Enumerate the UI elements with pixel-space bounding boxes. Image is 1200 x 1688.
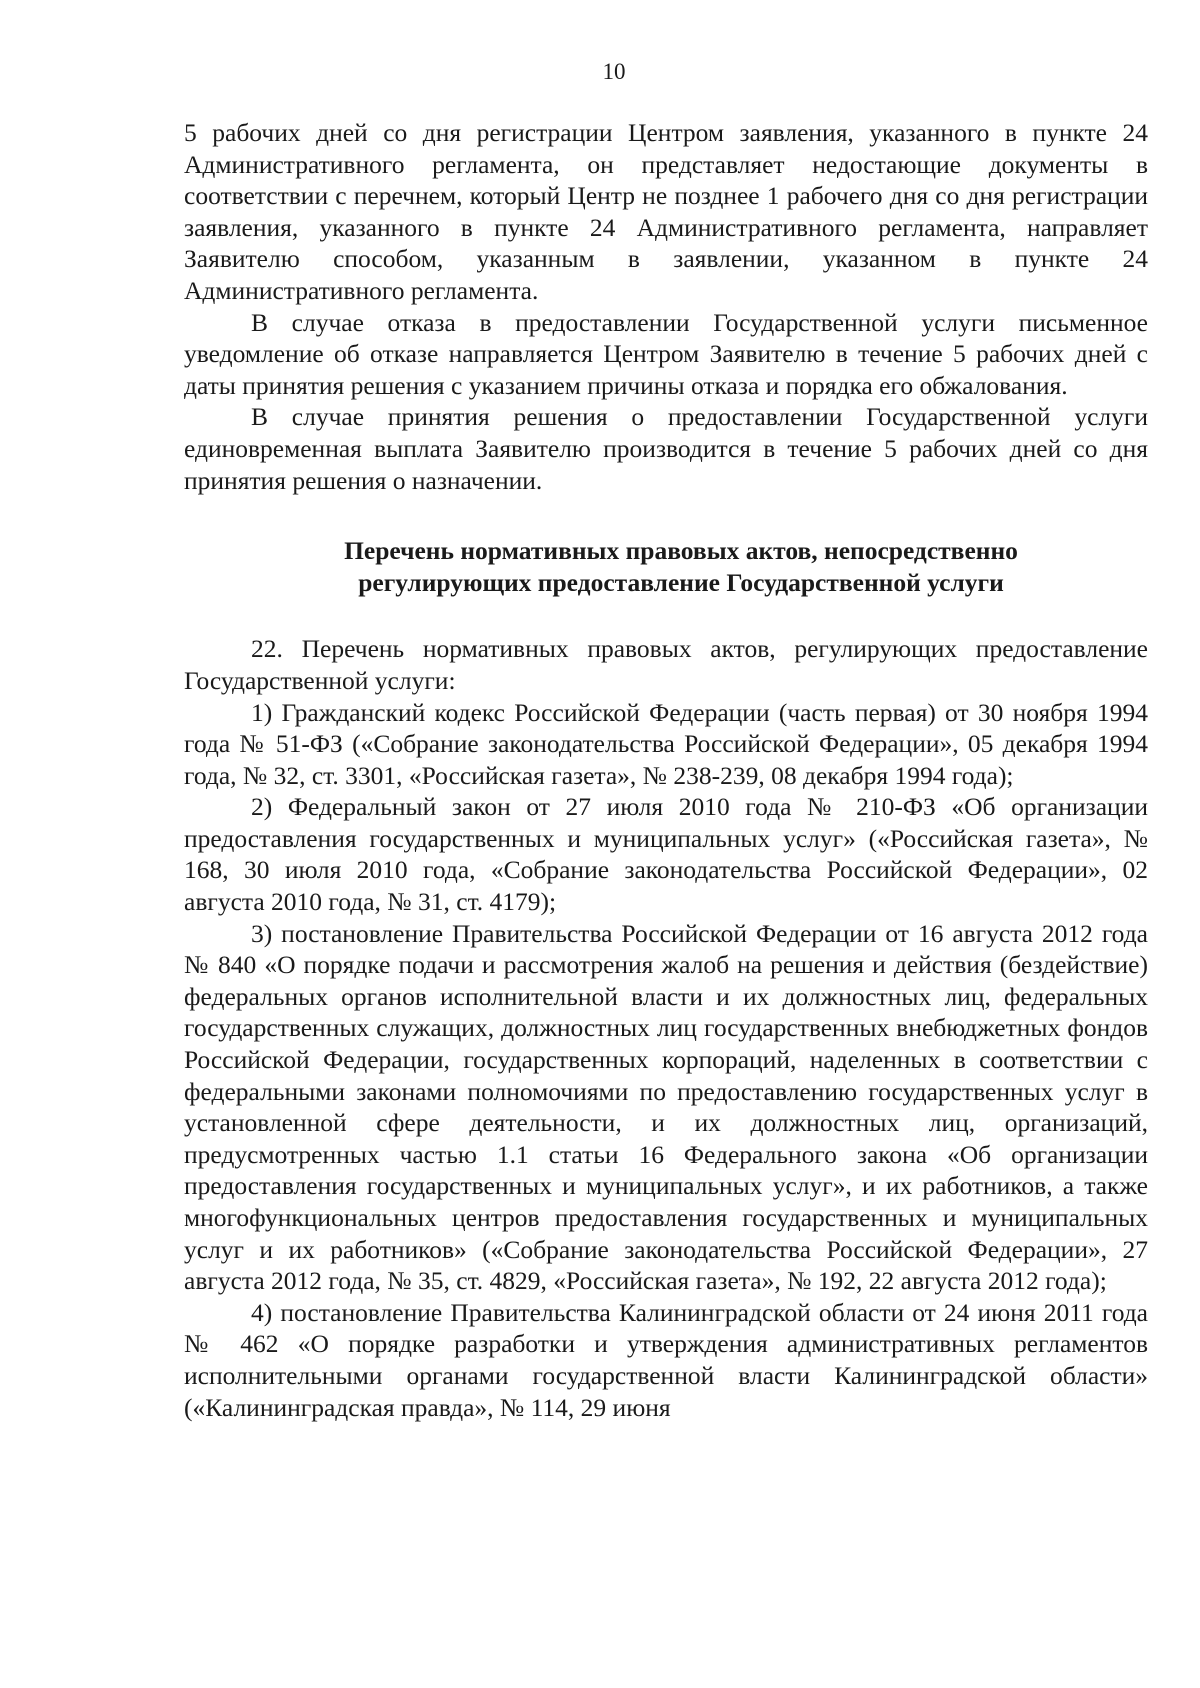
paragraph-continuation: 5 рабочих дней со дня регистрации Центром заявления, указанного в пункте 24 Административного регламента, он представляет недостающие документы в соответствии с перечнем, который Центр не позднее 1 рабочего дня со дня регистрации заявления, указанного в пункте 24 Административного регламента, направляет Заявителю способом, указанным в заявлении, указанном в пункте 24 Административного регламента.	[184, 118, 1148, 305]
document-body	[184, 117, 1148, 1423]
page-number: 10	[602, 59, 626, 84]
section-heading	[184, 535, 1148, 598]
list-item-2-federal-law: 2) Федеральный закон от 27 июля 2010 года № 210-ФЗ «Об организации предоставления государственных и муниципальных услуг» («Российская газета», № 168, 30 июля 2010 года, «Собрание законодательства Российской Федерации», 02 августа 2010 года, № 31, ст. 4179);	[184, 792, 1148, 917]
paragraph-payment: В случае принятия решения о предоставлении Государственной услуги единовременная выплата Заявителю производится в течение 5 рабочих дней со дня принятия решения о назначении.	[184, 402, 1148, 495]
paragraph-refusal: В случае отказа в предоставлении Государственной услуги письменное уведомление об отказе направляется Центром Заявителю в течение 5 рабочих дней с даты принятия решения с указанием причины отказа и порядка его обжалования.	[184, 307, 1148, 400]
list-item-3-government-decree: 3) постановление Правительства Российской Федерации от 16 августа 2012 года № 840 «О порядке подачи и рассмотрения жалоб на решения и действия (бездействие) федеральных органов исполнительной власти и их должностных лиц, федеральных государственных служащих, должностных лиц государственных внебюджетных фондов Российской Федерации, государственных корпораций, наделенных в соответствии с федеральными законами полномочиями по предоставлению государственных услуг в установленной сфере деятельности, и их должностных лиц, организаций, предусмотренных частью 1.1 статьи 16 Федерального закона «Об организации предоставления государственных и муниципальных услуг», и их работников, а также многофункциональных центров предоставления государственных и муниципальных услуг и их работников» («Собрание законодательства Российской Федерации», 27 августа 2012 года, № 35, ст. 4829, «Российская газета», № 192, 22 августа 2012 года);	[184, 918, 1148, 1296]
paragraph-22-intro: 22. Перечень нормативных правовых актов, регулирующих предоставление Государственной услуги:	[184, 634, 1148, 695]
list-item-1-civil-code: 1) Гражданский кодекс Российской Федерации (часть первая) от 30 ноября 1994 года № 51-ФЗ («Собрание законодательства Российской Федерации», 05 декабря 1994 года, № 32, ст. 3301, «Российская газета», № 238-239, 08 декабря 1994 года);	[184, 697, 1148, 790]
list-item-4-regional-decree: 4) постановление Правительства Калининградской области от 24 июня 2011 года № 462 «О порядке разработки и утверждения административных регламентов исполнительными органами государственной власти Калининградской области» («Калининградская правда», № 114, 29 июня	[184, 1297, 1148, 1422]
section-heading-line-1: Перечень нормативных правовых актов, непосредственно	[344, 536, 1018, 566]
section-heading-line-2: регулирующих предоставление Государственной услуги	[358, 567, 1004, 597]
